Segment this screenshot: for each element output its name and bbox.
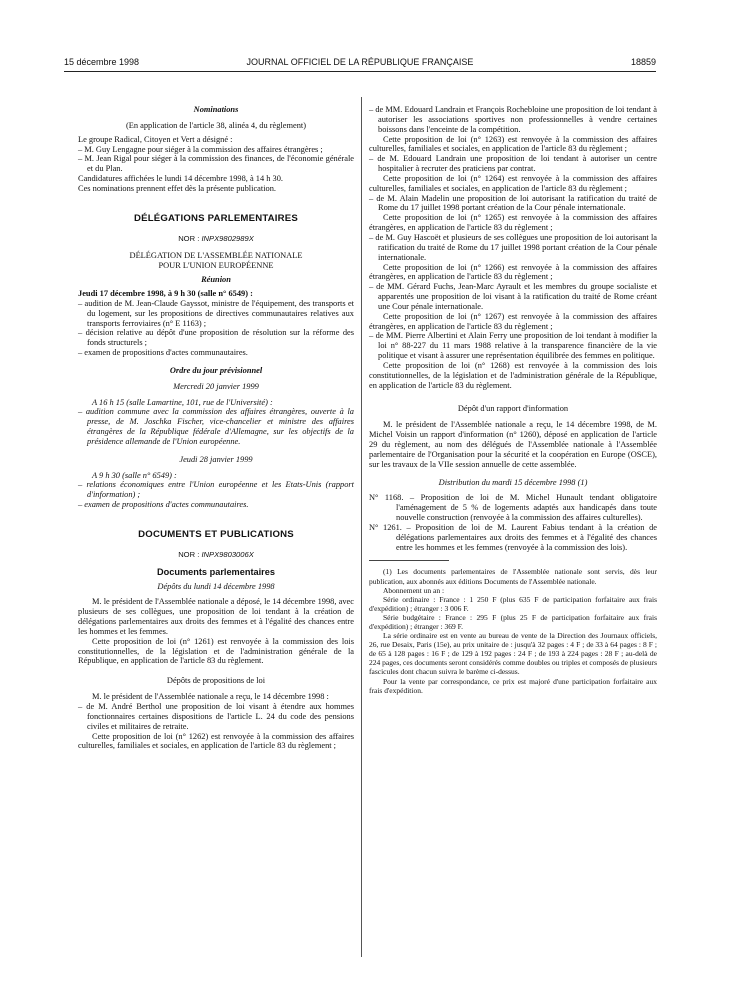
rapport-title: Dépôt d'un rapport d'information — [457, 404, 569, 414]
proposal-renvoi: Cette proposition de loi (n° 1263) est renvoyée à la commission des affaires culturelles, familiales et sociales, en application de l'article 83 du règlement ; — [369, 134, 657, 154]
agenda-time: A 16 h 15 (salle Lamartine, 101, rue de l'Université) : — [92, 397, 273, 407]
nominations-effet: Ces nominations prennent effet dès la présente publication. — [78, 183, 276, 193]
meeting-line: Jeudi 17 décembre 1998, à 9 h 30 (salle n° 6549) : — [78, 288, 253, 298]
page-number: 18859 — [630, 57, 656, 67]
documents-subheading: Documents parlementaires — [157, 566, 275, 577]
agenda-item: – examen de propositions d'actes communautaires. — [78, 348, 248, 358]
nominations-title: Nominations — [193, 105, 239, 114]
page-header — [64, 57, 656, 71]
header-date: 15 décembre 1998 — [64, 57, 140, 67]
nomination-item: – M. Jean Rigal pour siéger à la commission des finances, de l'économie générale et du Plan. — [78, 154, 354, 174]
delegations-nor: NOR : INPX9802989X — [178, 233, 254, 243]
depots-intro: M. le président de l'Assemblée nationale a reçu, le 14 décembre 1998 : — [92, 692, 329, 702]
footnote-abonnement: Abonnement un an : — [383, 585, 445, 595]
distribution-title: Distribution du mardi 15 décembre 1998 (1) — [438, 477, 588, 487]
proposal-text: – de MM. Gérard Fuchs, Jean-Marc Ayrault et les membres du groupe socialiste et apparentés une proposition de loi visant à la ratification du traité de Rome créant une Cour pénale internationale. — [369, 282, 657, 311]
delegation-title: POUR L'UNION EUROPÉENNE — [158, 261, 274, 271]
footnote-correspondance: Pour la vente par correspondance, ce prix est majoré d'une participation forfaitaire aux frais d'expédition. — [369, 676, 657, 695]
proposal-renvoi: Cette proposition de loi (n° 1262) est renvoyée à la commission des affaires culturelles, familiales et sociales, en application de l'article 83 du règlement ; — [78, 731, 354, 751]
header-rule — [64, 71, 656, 72]
ordre-du-jour-title: Ordre du jour prévisionnel — [169, 365, 263, 375]
documents-heading: DOCUMENTS ET PUBLICATIONS — [138, 529, 294, 540]
reunion-title: Réunion — [201, 275, 231, 285]
nominations-application: (En application de l'article 38, alinéa 4, du règlement) — [125, 120, 307, 130]
agenda-item: – audition commune avec la commission des affaires étrangères, ouverte à la presse, de M. Joschka Fischer, vice-chancelier et ministre des affaires étrangères de la République fédérale d'Allemagne, sur les objectifs de la présidence allemande de l'Union européenne. — [78, 407, 354, 446]
proposal-renvoi: Cette proposition de loi (n° 1265) est renvoyée à la commission des affaires étrangères, en application de l'article 83 du règlement ; — [369, 213, 657, 233]
agenda-date: Jeudi 28 janvier 1999 — [179, 454, 253, 464]
depot-paragraph: Cette proposition de loi (n° 1261) est renvoyée à la commission des lois constitutionnelles, de la législation et de l'administration générale de la République, en application de l'article 83 du règlement. — [78, 636, 354, 666]
footnote-serie-budgetaire: Série budgétaire : France : 295 F (plus 25 F de participation forfaitaire aux frais d'expédition) ; étranger : 369 F. — [369, 612, 657, 631]
footnote-serie-ordinaire: Série ordinaire : France : 1 250 F (plus 635 F de participation forfaitaire aux frais d'expédition) ; étranger : 3 006 F. — [369, 594, 657, 613]
nominations-candidatures: Candidatures affichées le lundi 14 décembre 1998, à 14 h 30. — [78, 174, 283, 184]
distribution-item: N° 1261. – Proposition de loi de M. Laurent Fabius tendant à la création de délégations parlementaires aux droits des femmes et à l'égalité des chances entre les hommes et les femmes (renvoyée à la commission des lois). — [369, 522, 657, 552]
documents-nor: NOR : INPX9803006X — [178, 549, 254, 559]
distribution-item: N° 1168. – Proposition de loi de M. Michel Hunault tendant obligatoire l'aménagement de 5 % de logements adaptés aux handicapés dans toute nouvelle construction (renvoyée à la commission des affaires culturelles). — [369, 493, 657, 523]
footnote-separator — [369, 560, 449, 561]
nominations-intro: Le groupe Radical, Citoyen et Vert a désigné : — [78, 134, 233, 144]
depot-paragraph: M. le président de l'Assemblée nationale a déposé, le 14 décembre 1998, avec plusieurs de ses collègues, une proposition de loi tendant à la création de délégations parlementaires aux droits des femmes et à l'égalité des chances entre les hommes et les femmes. — [78, 597, 354, 636]
agenda-date: Mercredi 20 janvier 1999 — [173, 381, 259, 391]
nomination-item: – M. Guy Lengagne pour siéger à la commission des affaires étrangères ; — [78, 144, 323, 154]
left-column — [78, 105, 354, 751]
depots-title: Dépôts de propositions de loi — [166, 676, 266, 686]
footnote-vente: La série ordinaire est en vente au bureau de vente de la Direction des Journaux officiels, 26, rue Desaix, Paris (15e), au prix unitaire de : jusqu'à 32 pages : 4 F ; de 33 à 64 pages : 8 F ; de 65 à 128 pages : 16 F ; de 129 à 192 pages : 24 F ; de 193 à 224 pages : 28 F ; au-delà de 224 pages, ces documents seront considérés comme doubles ou triples et composés de plusieurs fascicules dont chacun suivra le barème ci-dessus. — [369, 631, 657, 677]
right-column — [369, 105, 657, 695]
journal-title: JOURNAL OFFICIEL DE LA RÉPUBLIQUE FRANÇAISE — [246, 57, 474, 67]
proposal-text: – de MM. Edouard Landrain et François Rochebloine une proposition de loi tendant à autoriser les associations sportives non professionnelles à vendre certaines boissons dans l'enceinte de la compétition. — [369, 105, 657, 134]
proposal-renvoi: Cette proposition de loi (n° 1266) est renvoyée à la commission des affaires étrangères, en application de l'article 83 du règlement ; — [369, 262, 657, 282]
proposal-text: – de MM. Pierre Albertini et Alain Ferry une proposition de loi tendant à modifier la loi n° 88-227 du 11 mars 1988 relative à la transparence financière de la vie politique et visant à assurer une représentation équilibrée des femmes en politique. — [369, 331, 657, 361]
proposal-text: – de M. Edouard Landrain une proposition de loi tendant à autoriser un centre hospitalier à recruter des praticiens par contrat. — [369, 154, 657, 174]
delegation-title: DÉLÉGATION DE L'ASSEMBLÉE NATIONALE — [129, 251, 303, 261]
proposal-text: – de M. André Berthol une proposition de loi visant à étendre aux hommes fonctionnaires certaines dispositions de l'article L. 24 du code des pensions civiles et militaires de retraite. — [78, 701, 354, 731]
depot-date: Dépôts du lundi 14 décembre 1998 — [157, 581, 275, 591]
proposal-text: – de M. Alain Madelin une proposition de loi autorisant la ratification du traité de Rome du 17 juillet 1998 portant création de la Cour pénale internationale. — [369, 193, 657, 213]
agenda-item: – audition de M. Jean-Claude Gayssot, ministre de l'équipement, des transports et du logement, sur les propositions de directives communautaires relatives aux transports ferroviaires (n° E 1163) ; — [78, 298, 354, 328]
proposal-renvoi: Cette proposition de loi (n° 1268) est renvoyée à la commission des lois constitutionnelles, de la législation et de l'administration générale de la République, en application de l'article 83 du règlement. — [369, 360, 657, 390]
agenda-item: – relations économiques entre l'Union européenne et les Etats-Unis (rapport d'information) ; — [78, 480, 354, 500]
proposal-renvoi: Cette proposition de loi (n° 1264) est renvoyée à la commission des affaires culturelles, familiales et sociales, en application de l'article 83 du règlement ; — [369, 173, 657, 193]
rapport-text: M. le président de l'Assemblée nationale a reçu, le 14 décembre 1998, de M. Michel Voisin un rapport d'information (n° 1260), déposé en application de l'article 29 du règlement, au nom des délégués de l'Assemblée nationale à l'Assemblée parlementaire de l'Organisation pour la sécurité et la coopération en Europe (OSCE), sur les travaux de la VIIe session annuelle de cette assemblée. — [369, 420, 657, 469]
delegations-heading: DÉLÉGATIONS PARLEMENTAIRES — [133, 212, 299, 224]
agenda-item: – examen de propositions d'actes communautaires. — [78, 500, 249, 510]
proposal-renvoi: Cette proposition de loi (n° 1267) est renvoyée à la commission des affaires étrangères, en application de l'article 83 du règlement ; — [369, 311, 657, 331]
footnote-note: (1) Les documents parlementaires de l'Assemblée nationale sont servis, dès leur publication, aux abonnés aux éditions Documents de l'Assemblée nationale. — [369, 567, 657, 586]
agenda-item: – décision relative au dépôt d'une proposition de résolution sur la réforme des fonds structurels ; — [78, 328, 354, 348]
agenda-time: A 9 h 30 (salle n° 6549) : — [92, 470, 177, 480]
proposal-text: – de M. Guy Hascoët et plusieurs de ses collègues une proposition de loi autorisant la ratification du traité de Rome du 17 juillet 1998 portant création de la Cour pénale internationale. — [369, 232, 657, 262]
column-divider — [361, 97, 362, 957]
